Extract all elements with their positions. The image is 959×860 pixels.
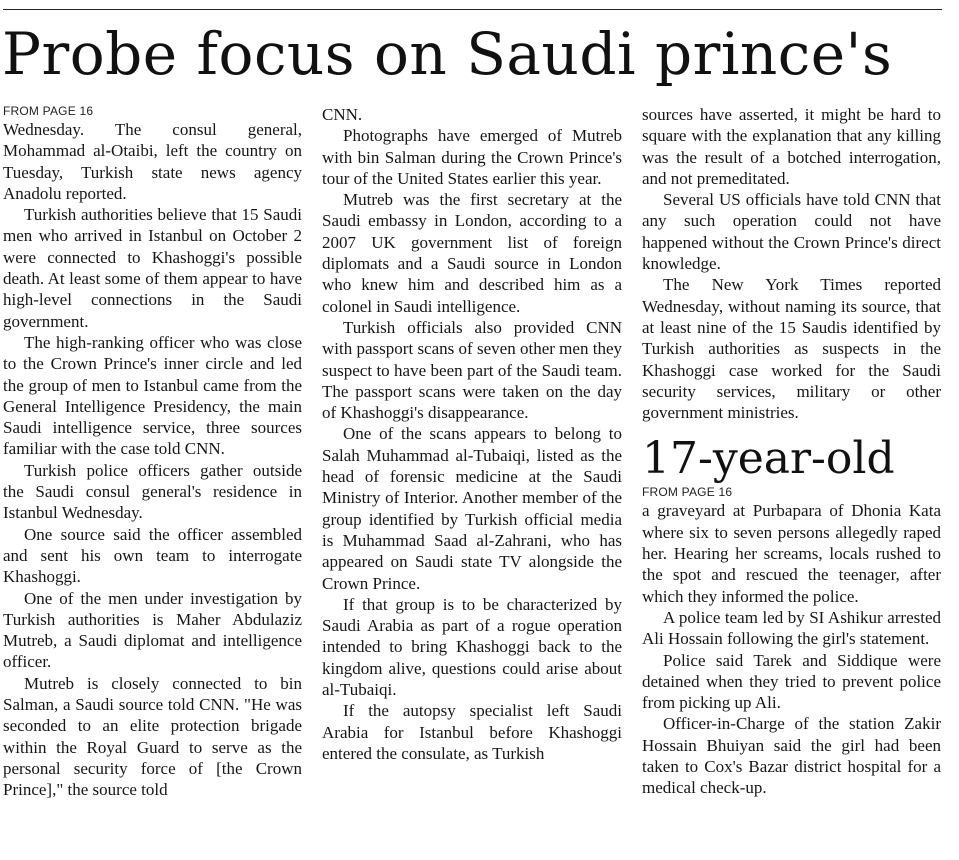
paragraph: Turkish authorities believe that 15 Saudi men who arrived in Istanbul on October 2 were connected to Khashoggi's possible death. At least some of them appear to have high-level connections in the Saudi government. <box>3 205 302 331</box>
dateline: FROM PAGE 16 <box>3 104 94 118</box>
paragraph: One of the men under investigation by Turkish authorities is Maher Abdulaziz Mutreb, a Saudi diplomat and intelligence officer. <box>3 588 302 672</box>
paragraph: One source said the officer assembled and sent his own team to interrogate Khashoggi. <box>3 524 302 587</box>
dateline: FROM PAGE 16 <box>642 485 733 500</box>
paragraph: CNN. <box>322 105 363 124</box>
paragraph: The New York Times reported Wednesday, without naming its source, that at least nine of the 15 Saudis identified by Turkish authorities as suspects in the Khashoggi case worked for the Saudi security services, military or other government ministries. <box>642 275 941 423</box>
paragraph: Wednesday. The consul general, Mohammad al-Otaibi, left the country on Tuesday, Turkish state news agency Anadolu reported. <box>3 120 302 203</box>
article-column-3 <box>642 104 941 856</box>
paragraph: Officer-in-Charge of the station Zakir Hossain Bhuiyan said the girl had been taken to Cox's Bazar district hospital for a medical check-up. <box>642 714 941 798</box>
paragraph: Police said Tarek and Siddique were detained when they tried to prevent police from picking up Ali. <box>642 650 941 713</box>
article-column-2 <box>322 104 622 856</box>
paragraph: A police team led by SI Ashikur arrested Ali Hossain following the girl's statement. <box>642 607 941 649</box>
paragraph: The high-ranking officer who was close to the Crown Prince's inner circle and led the group of men to Istanbul came from the General Intelligence Presidency, the main Saudi intelligence service, three sources familiar with the case told CNN. <box>3 332 302 459</box>
paragraph: a graveyard at Purbapara of Dhonia Kata where six to seven persons allegedly raped her. Hearing her screams, locals rushed to the spot and rescued the teenager, after which they informed the police. <box>642 501 941 606</box>
paragraph: If that group is to be characterized by Saudi Arabia as part of a rogue operation intended to bring Khashoggi back to the kingdom alive, questions could arise about al-Tubaiqi. <box>322 594 622 700</box>
paragraph: Several US officials have told CNN that any such operation could not have happened without the Crown Prince's direct knowledge. <box>642 190 941 274</box>
paragraph: Turkish officials also provided CNN with passport scans of seven other men they suspect to have been part of the Saudi team. The passport scans were taken on the day of Khashoggi's disappearance. <box>322 317 622 423</box>
paragraph: sources have asserted, it might be hard to square with the explanation that any killing was the result of a botched interrogation, and not premeditated. <box>642 105 941 188</box>
paragraph: One of the scans appears to belong to Salah Muhammad al-Tubaiqi, listed as the head of forensic medicine at the Saudi Ministry of Interior. Another member of the group identified by Turkish official media is Muhammad Saad al-Zahrani, who has appeared on Saudi state TV alongside the Crown Prince. <box>322 424 622 593</box>
paragraph: Mutreb was the first secretary at the Saudi embassy in London, according to a 2007 UK government list of foreign diplomats and a Saudi source in London who knew him and described him as a colonel in Saudi intelligence. <box>322 190 622 316</box>
top-rule <box>3 9 942 10</box>
article-column-1 <box>3 104 302 856</box>
paragraph: Turkish police officers gather outside the Saudi consul general's residence in Istanbul Wednesday. <box>3 460 302 523</box>
paragraph: If the autopsy specialist left Saudi Arabia for Istanbul before Khashoggi entered the consulate, as Turkish <box>322 701 622 763</box>
paragraph: Photographs have emerged of Mutreb with bin Salman during the Crown Prince's tour of the United States earlier this year. <box>322 126 622 188</box>
second-article-headline: 17-year-old <box>642 433 895 485</box>
page-headline: Probe focus on Saudi prince's <box>2 20 893 88</box>
paragraph: Mutreb is closely connected to bin Salman, a Saudi source told CNN. "He was seconded to an elite protection brigade within the Royal Guard to serve as the personal security force of [the Crown Prince]," the source told <box>3 673 302 800</box>
